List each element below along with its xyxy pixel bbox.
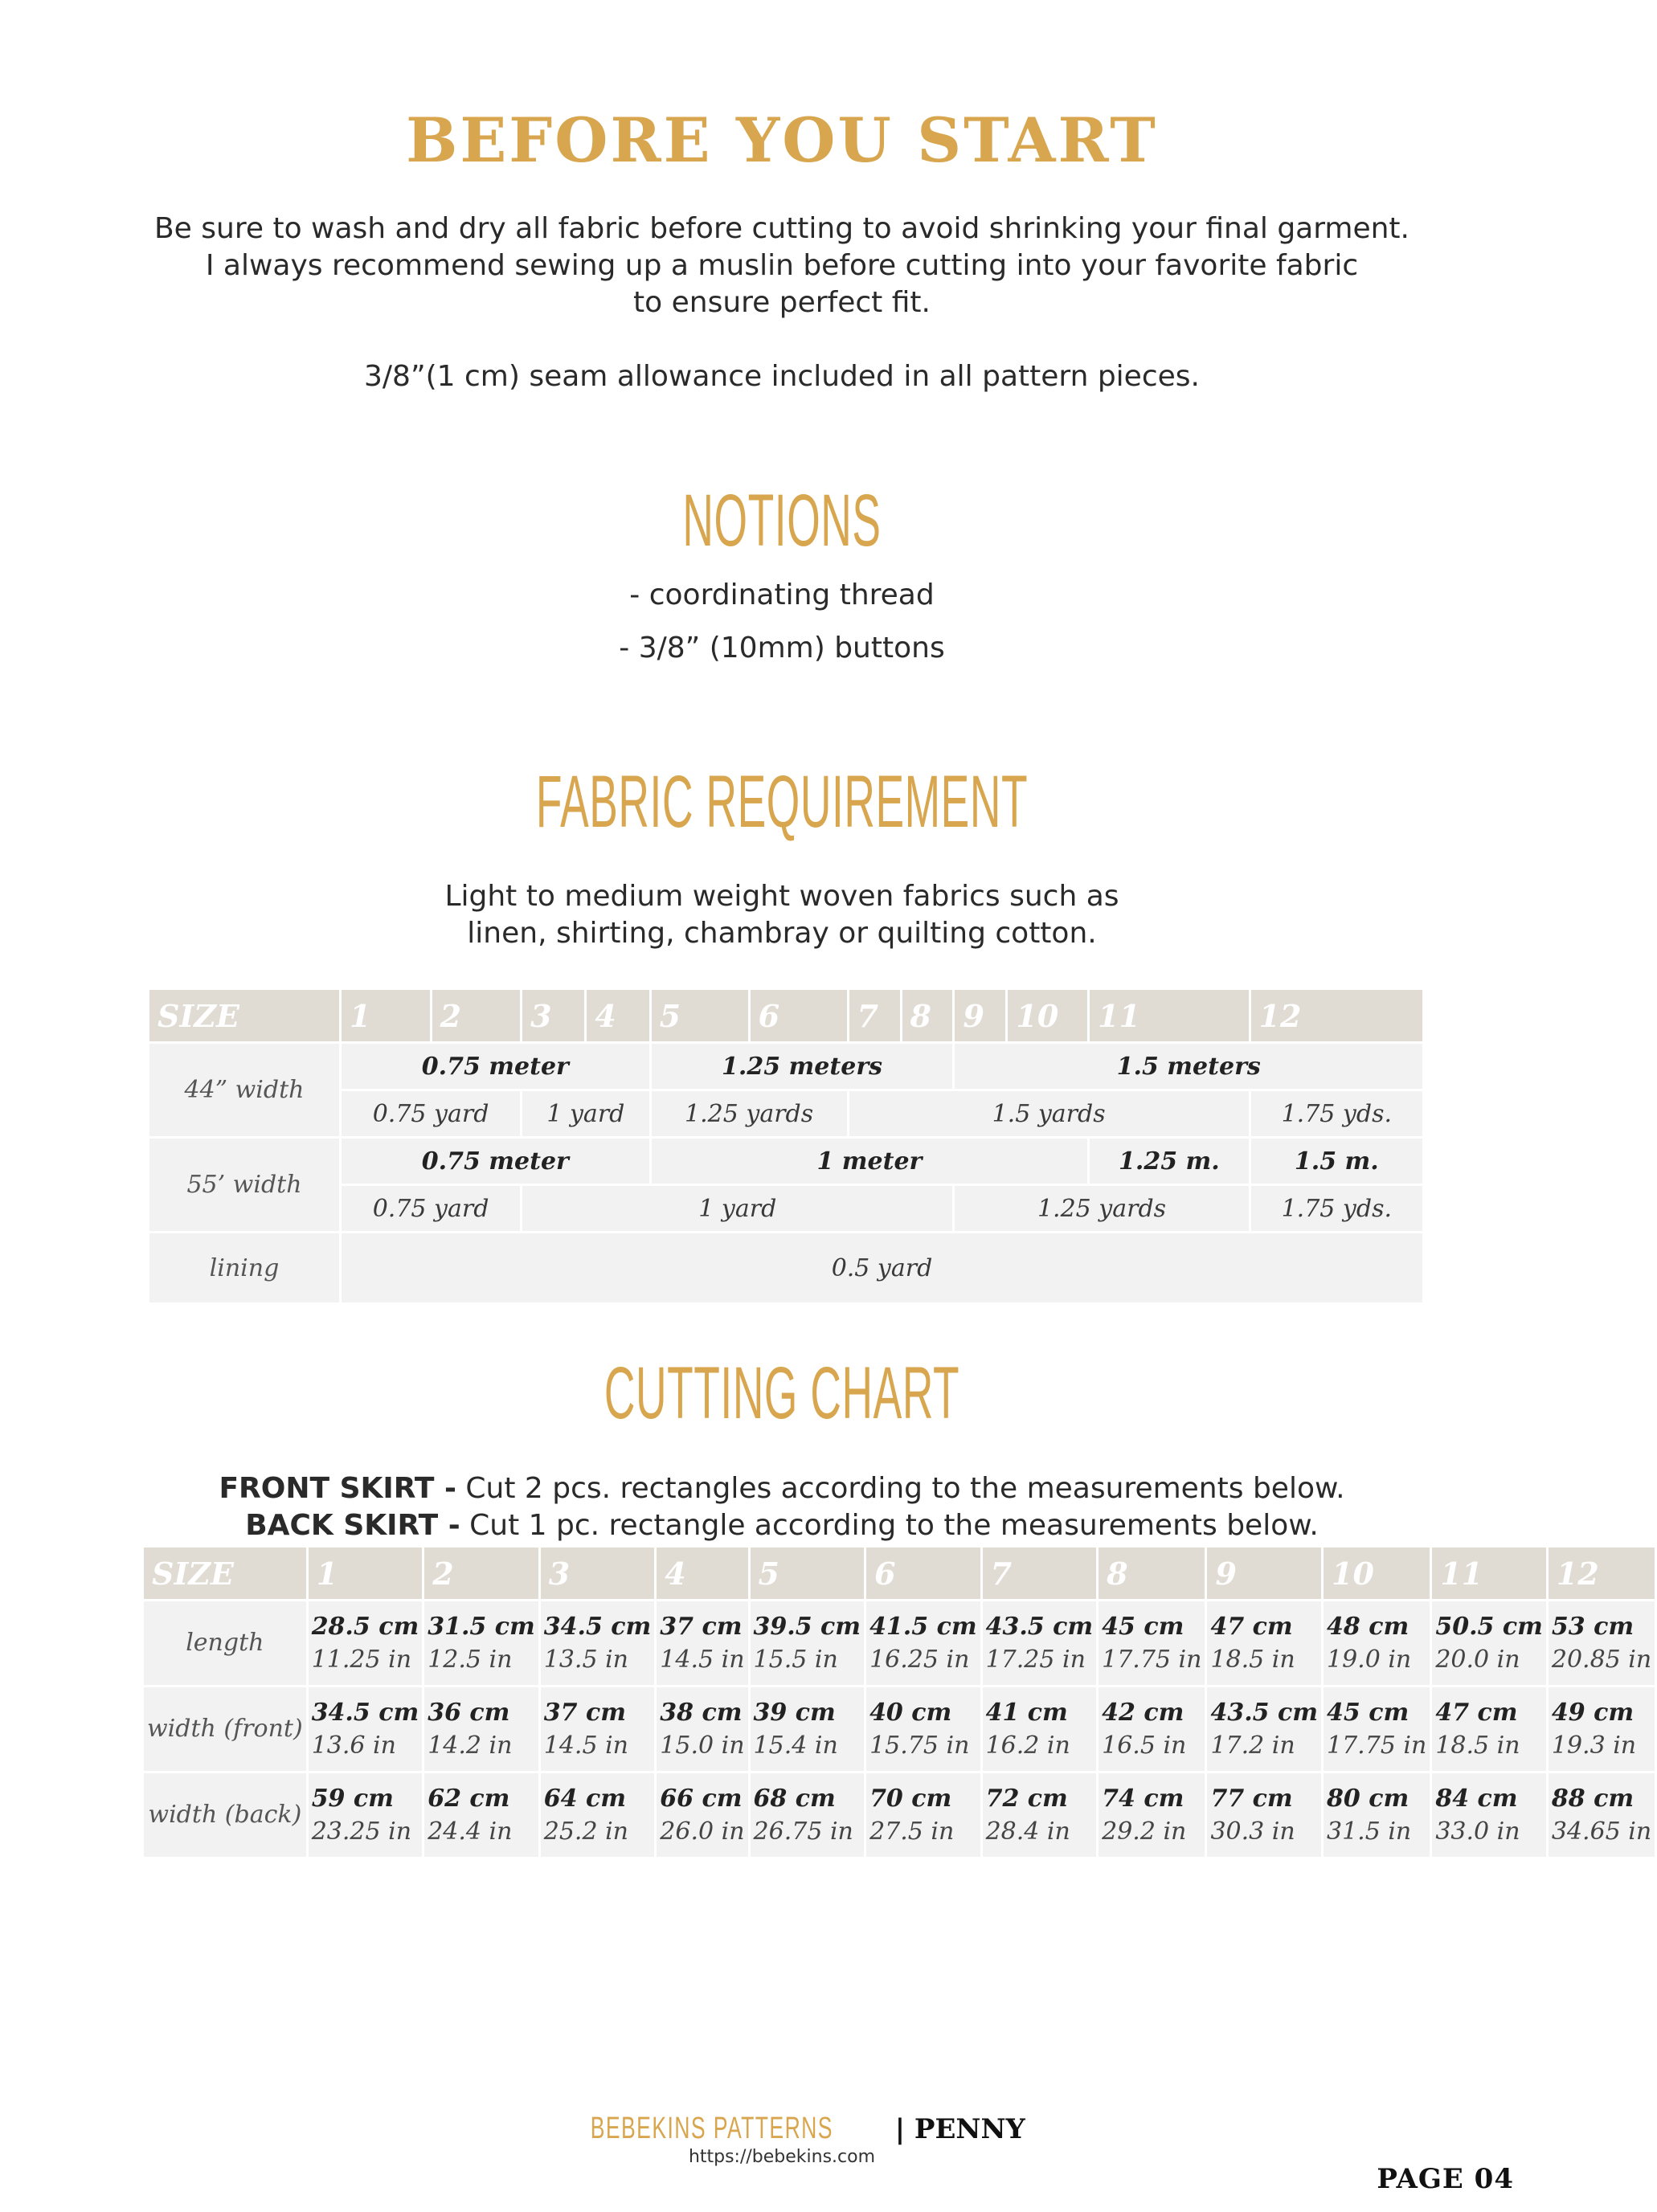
fabric-cell: 1.5 meters xyxy=(955,1044,1422,1089)
cm-value: 68 cm xyxy=(753,1785,836,1813)
cutting-cell xyxy=(751,1601,865,1685)
size-col-header: 10 xyxy=(1008,990,1087,1041)
cutting-cell xyxy=(1207,1601,1321,1685)
lining-label: lining xyxy=(149,1233,339,1302)
cutting-cell xyxy=(424,1687,538,1771)
fabric-cell: 0.75 yard xyxy=(342,1091,520,1136)
before-line-3: to ensure perfect fit. xyxy=(633,286,931,319)
cutting-cell xyxy=(1324,1601,1430,1685)
cm-value: 41.5 cm xyxy=(869,1613,977,1641)
cm-value: 37 cm xyxy=(660,1613,743,1641)
back-skirt-label: BACK SKIRT - xyxy=(245,1509,460,1542)
before-title: BEFORE YOU START xyxy=(406,104,1158,176)
cutting-row xyxy=(144,1773,1655,1857)
cm-value: 41 cm xyxy=(985,1699,1068,1727)
size-col-header: 3 xyxy=(522,990,584,1041)
cm-value: 84 cm xyxy=(1435,1785,1518,1813)
cutting-cell xyxy=(424,1601,538,1685)
cutting-cell xyxy=(1207,1687,1321,1771)
cm-value: 49 cm xyxy=(1551,1699,1634,1727)
website-url[interactable]: https://bebekins.com xyxy=(688,2147,876,2167)
back-skirt-text: Cut 1 pc. rectangle according to the measurements below. xyxy=(460,1509,1319,1542)
cutting-cell xyxy=(309,1773,423,1857)
cm-value: 45 cm xyxy=(1102,1613,1184,1641)
size-col-header: 11 xyxy=(1090,990,1248,1041)
fabric-title: FABRIC REQUIREMENT xyxy=(535,761,1029,843)
cutting-cell xyxy=(751,1687,865,1771)
cutting-cell xyxy=(541,1687,655,1771)
size-col-header: 6 xyxy=(866,1548,980,1599)
fabric-cell: 1 yard xyxy=(522,1186,952,1231)
fabric-requirement-table xyxy=(147,987,1425,1305)
in-value: 17.25 in xyxy=(985,1646,1086,1674)
size-header: SIZE xyxy=(149,990,339,1041)
in-value: 15.75 in xyxy=(869,1732,970,1760)
cm-value: 40 cm xyxy=(869,1699,952,1727)
in-value: 16.5 in xyxy=(1102,1732,1187,1760)
in-value: 19.0 in xyxy=(1327,1646,1412,1674)
cutting-cell xyxy=(1432,1601,1546,1685)
cm-value: 72 cm xyxy=(985,1785,1068,1813)
fabric-header-row xyxy=(149,990,1422,1041)
in-value: 26.0 in xyxy=(660,1817,745,1846)
fabric-cell: 1 meter xyxy=(652,1139,1088,1184)
cutting-cell xyxy=(1432,1773,1546,1857)
in-value: 20.0 in xyxy=(1435,1646,1520,1674)
cutting-cell xyxy=(424,1773,538,1857)
size-col-header: 7 xyxy=(849,990,900,1041)
cutting-cell xyxy=(541,1601,655,1685)
in-value: 31.5 in xyxy=(1327,1817,1412,1846)
cutting-cell xyxy=(1099,1601,1205,1685)
cutting-cell xyxy=(866,1773,980,1857)
size-col-header: 9 xyxy=(955,990,1005,1041)
fabric-cell: 1.25 meters xyxy=(652,1044,953,1089)
cutting-cell xyxy=(309,1687,423,1771)
size-header: SIZE xyxy=(144,1548,306,1599)
cm-value: 34.5 cm xyxy=(543,1613,652,1641)
fabric-description xyxy=(0,878,1564,952)
in-value: 15.4 in xyxy=(753,1732,838,1760)
in-value: 16.2 in xyxy=(985,1732,1070,1760)
cm-value: 45 cm xyxy=(1327,1699,1409,1727)
w44-yard-row xyxy=(149,1091,1422,1136)
size-col-header: 4 xyxy=(657,1548,747,1599)
before-intro xyxy=(0,211,1564,321)
size-col-header: 6 xyxy=(751,990,847,1041)
cutting-cell xyxy=(541,1773,655,1857)
cutting-cell xyxy=(1099,1773,1205,1857)
cutting-cell xyxy=(866,1601,980,1685)
in-value: 11.25 in xyxy=(311,1646,412,1674)
in-value: 19.3 in xyxy=(1551,1732,1637,1760)
size-col-header: 1 xyxy=(342,990,430,1041)
cm-value: 43.5 cm xyxy=(985,1613,1094,1641)
w55-label: 55’ width xyxy=(149,1139,339,1231)
in-value: 16.25 in xyxy=(869,1646,970,1674)
cm-value: 80 cm xyxy=(1327,1785,1409,1813)
cm-value: 37 cm xyxy=(543,1699,626,1727)
w44-label: 44” width xyxy=(149,1044,339,1136)
cutting-cell xyxy=(1324,1687,1430,1771)
notions-item: - 3/8” (10mm) buttons xyxy=(619,632,945,664)
notions-title-wrap xyxy=(0,480,1564,561)
in-value: 30.3 in xyxy=(1210,1817,1295,1846)
cutting-title: CUTTING CHART xyxy=(603,1352,960,1434)
in-value: 23.25 in xyxy=(311,1817,412,1846)
size-col-header: 4 xyxy=(587,990,648,1041)
in-value: 14.2 in xyxy=(428,1732,513,1760)
cutting-cell xyxy=(1324,1773,1430,1857)
in-value: 29.2 in xyxy=(1102,1817,1187,1846)
cm-value: 47 cm xyxy=(1210,1613,1293,1641)
cm-value: 38 cm xyxy=(660,1699,743,1727)
cm-value: 62 cm xyxy=(428,1785,510,1813)
fabric-title-wrap xyxy=(0,762,1564,842)
cutting-chart-table xyxy=(141,1545,1657,1859)
cm-value: 59 cm xyxy=(311,1785,394,1813)
cutting-cell xyxy=(983,1687,1097,1771)
cm-value: 48 cm xyxy=(1327,1613,1409,1641)
size-col-header: 2 xyxy=(424,1548,538,1599)
size-col-header: 2 xyxy=(432,990,521,1041)
size-col-header: 12 xyxy=(1251,990,1422,1041)
cutting-cell xyxy=(751,1773,865,1857)
footer-brand xyxy=(0,2112,1564,2146)
before-line-2: I always recommend sewing up a muslin before cutting into your favorite fabric xyxy=(205,249,1359,282)
cutting-cell xyxy=(1432,1687,1546,1771)
seam-allowance-note: 3/8”(1 cm) seam allowance included in all pattern pieces. xyxy=(364,360,1200,393)
fabric-cell: 1.25 m. xyxy=(1090,1139,1248,1184)
in-value: 33.0 in xyxy=(1435,1817,1520,1846)
lining-value: 0.5 yard xyxy=(342,1233,1422,1302)
notions-title: NOTIONS xyxy=(682,480,882,562)
cm-value: 34.5 cm xyxy=(311,1699,419,1727)
cm-value: 64 cm xyxy=(543,1785,626,1813)
cm-value: 39 cm xyxy=(753,1699,836,1727)
front-skirt-label: FRONT SKIRT - xyxy=(219,1472,456,1505)
cm-value: 88 cm xyxy=(1551,1785,1634,1813)
in-value: 34.65 in xyxy=(1551,1817,1652,1846)
in-value: 17.75 in xyxy=(1102,1646,1202,1674)
size-col-header: 12 xyxy=(1549,1548,1655,1599)
cutting-row-label: length xyxy=(144,1601,306,1685)
cutting-cell xyxy=(1207,1773,1321,1857)
size-col-header: 3 xyxy=(541,1548,655,1599)
cutting-cell xyxy=(657,1773,747,1857)
size-col-header: 10 xyxy=(1324,1548,1430,1599)
cm-value: 53 cm xyxy=(1551,1613,1634,1641)
cutting-row xyxy=(144,1687,1655,1771)
cutting-header-row xyxy=(144,1548,1655,1599)
w55-meter-row xyxy=(149,1139,1422,1184)
size-col-header: 8 xyxy=(902,990,953,1041)
cutting-cell xyxy=(309,1601,423,1685)
brand-name: BEBEKINS PATTERNS xyxy=(590,2112,834,2145)
size-col-header: 9 xyxy=(1207,1548,1321,1599)
cm-value: 50.5 cm xyxy=(1435,1613,1543,1641)
fabric-cell: 1.75 yds. xyxy=(1251,1186,1422,1231)
cm-value: 77 cm xyxy=(1210,1785,1293,1813)
fabric-cell: 1.5 yards xyxy=(849,1091,1249,1136)
in-value: 18.5 in xyxy=(1435,1732,1520,1760)
size-col-header: 8 xyxy=(1099,1548,1205,1599)
pattern-name: | PENNY xyxy=(885,2113,1025,2145)
cutting-row-label: width (back) xyxy=(144,1773,306,1857)
notions-item: - coordinating thread xyxy=(629,579,935,611)
cutting-cell xyxy=(983,1601,1097,1685)
cutting-cell xyxy=(1099,1687,1205,1771)
cutting-cell xyxy=(983,1773,1097,1857)
in-value: 13.5 in xyxy=(543,1646,628,1674)
cutting-title-wrap xyxy=(0,1353,1564,1433)
in-value: 17.2 in xyxy=(1210,1732,1295,1760)
size-col-header: 5 xyxy=(751,1548,865,1599)
in-value: 25.2 in xyxy=(543,1817,628,1846)
cm-value: 74 cm xyxy=(1102,1785,1184,1813)
in-value: 28.4 in xyxy=(985,1817,1070,1846)
cutting-cell xyxy=(866,1687,980,1771)
fabric-cell: 0.75 meter xyxy=(342,1139,649,1184)
cutting-instructions xyxy=(0,1470,1564,1544)
size-col-header: 7 xyxy=(983,1548,1097,1599)
w55-yard-row xyxy=(149,1186,1422,1231)
fabric-cell: 1.75 yds. xyxy=(1251,1091,1422,1136)
in-value: 18.5 in xyxy=(1210,1646,1295,1674)
in-value: 12.5 in xyxy=(428,1646,513,1674)
cm-value: 66 cm xyxy=(660,1785,743,1813)
cutting-cell xyxy=(1549,1773,1655,1857)
cm-value: 36 cm xyxy=(428,1699,510,1727)
in-value: 24.4 in xyxy=(428,1817,513,1846)
cutting-cell xyxy=(657,1601,747,1685)
cutting-cell xyxy=(657,1687,747,1771)
size-col-header: 5 xyxy=(652,990,748,1041)
fabric-cell: 1.25 yards xyxy=(652,1091,847,1136)
size-col-header: 11 xyxy=(1432,1548,1546,1599)
back-skirt-line xyxy=(0,1507,1564,1544)
fabric-cell: 1.25 yards xyxy=(955,1186,1248,1231)
front-skirt-text: Cut 2 pcs. rectangles according to the measurements below. xyxy=(456,1472,1345,1505)
cutting-cell xyxy=(1549,1601,1655,1685)
in-value: 17.75 in xyxy=(1327,1732,1427,1760)
in-value: 20.85 in xyxy=(1551,1646,1652,1674)
cm-value: 39.5 cm xyxy=(753,1613,861,1641)
cutting-cell xyxy=(1549,1687,1655,1771)
w44-meter-row xyxy=(149,1044,1422,1089)
size-col-header: 1 xyxy=(309,1548,423,1599)
in-value: 14.5 in xyxy=(660,1646,745,1674)
fabric-cell: 0.75 meter xyxy=(342,1044,649,1089)
cutting-row xyxy=(144,1601,1655,1685)
cm-value: 28.5 cm xyxy=(311,1613,419,1641)
fabric-cell: 0.75 yard xyxy=(342,1186,520,1231)
cm-value: 42 cm xyxy=(1102,1699,1184,1727)
before-line-1: Be sure to wash and dry all fabric before cutting to avoid shrinking your final garment. xyxy=(153,212,1409,245)
notions-list xyxy=(0,577,1564,667)
fabric-cell: 1 yard xyxy=(522,1091,648,1136)
fabric-line-1: Light to medium weight woven fabrics such as xyxy=(444,880,1119,913)
cm-value: 70 cm xyxy=(869,1785,952,1813)
front-skirt-line xyxy=(0,1470,1564,1507)
cm-value: 47 cm xyxy=(1435,1699,1518,1727)
cutting-row-label: width (front) xyxy=(144,1687,306,1771)
in-value: 27.5 in xyxy=(869,1817,955,1846)
in-value: 26.75 in xyxy=(753,1817,853,1846)
lining-row xyxy=(149,1233,1422,1302)
in-value: 15.0 in xyxy=(660,1732,745,1760)
page-number: PAGE 04 xyxy=(1377,2163,1514,2195)
in-value: 14.5 in xyxy=(543,1732,628,1760)
cm-value: 43.5 cm xyxy=(1210,1699,1318,1727)
cm-value: 31.5 cm xyxy=(428,1613,535,1641)
fabric-line-2: linen, shirting, chambray or quilting cotton. xyxy=(467,917,1097,950)
fabric-cell: 1.5 m. xyxy=(1251,1139,1422,1184)
in-value: 15.5 in xyxy=(753,1646,838,1674)
in-value: 13.6 in xyxy=(311,1732,396,1760)
